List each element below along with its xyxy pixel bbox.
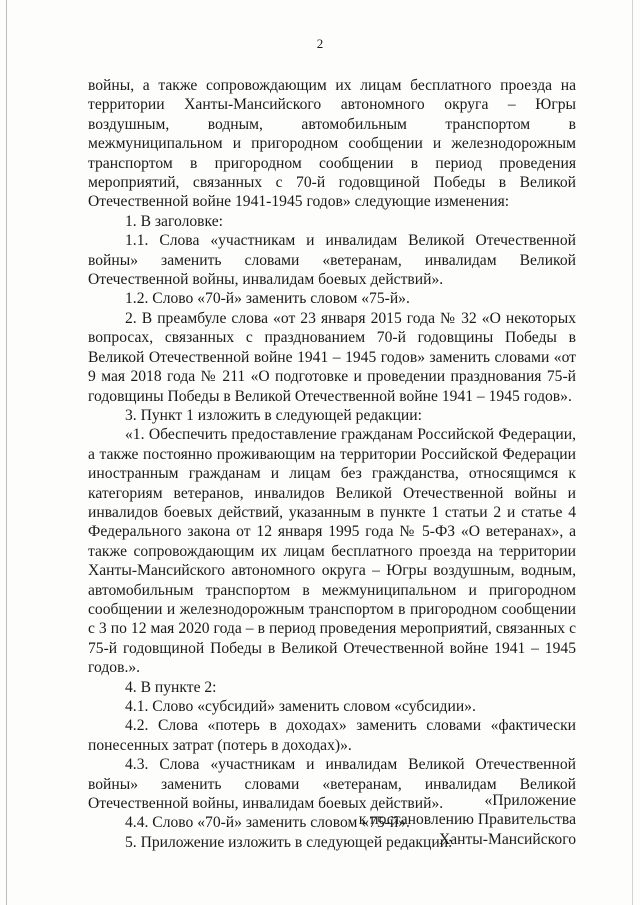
paragraph-item-4: 4. В пункте 2: [125, 678, 217, 696]
paragraph-item-2: 2. В преамбуле слова «от 23 января 2015 года № 32 «О некоторых вопросах, связанных с празднованием 70-й годовщины Победы в Великой Отечественной войне 1941 – 1945 годов» заменить словами «от 9 мая 2018 года № 211 «О подготовке и проведении празднования 75-й годовщины Победы в Великой Отечественной войне 1941 – 1945 годов». [88, 309, 576, 405]
paragraph-item-3-text: «1. Обеспечить предоставление гражданам Российской Федерации, а также постоянно проживающим на территории Российской Федерации иностранным гражданам и лицам без гражданства, относящимся к категориям ветеранов, инвалидов Великой Отечественной войны и инвалидов боевых действий, указанным в пункте 1 статьи 2 и статье 4 Федерального закона от 12 января 1995 года № 5-ФЗ «О ветеранах», а также сопровождающим их лицам бесплатного проезда на территории Ханты-Мансийского автономного округа – Югры воздушным, водным, автомобильным транспортом в межмуниципальном и пригородном сообщении и железнодорожным транспортом в пригородном сообщении с 3 по 12 мая 2020 года – в период проведения мероприятий, связанных с 75-й годовщиной Победы в Великой Отечественной войне 1941 – 1945 годов.». [88, 426, 576, 677]
page-edge-left [6, 0, 7, 905]
paragraph-item-3: 3. Пункт 1 изложить в следующей редакции: [125, 406, 422, 424]
document-body [88, 76, 576, 852]
page-edge-right [632, 0, 633, 905]
paragraph-item-4-4: 4.4. Слово «70-й» заменить словом «75-й». [125, 814, 410, 832]
paragraph-continuation: войны, а также сопровождающим их лицам бесплатного проезда на территории Ханты-Мансийского автономного округа – Югры воздушным, водным, автомобильным транспортом в межмуниципальном и пригородном сообщении и железнодорожным транспортом в пригородном сообщении в период проведения мероприятий, связанных с 70-й годовщиной Победы в Великой Отечественной войне 1941-1945 годов» следующие изменения: [88, 77, 576, 211]
paragraph-item-4-1: 4.1. Слово «субсидий» заменить словом «субсидии». [125, 698, 476, 715]
page-number: 2 [316, 36, 324, 51]
paragraph-item-1-1: 1.1. Слова «участникам и инвалидам Великой Отечественной войны» заменить словами «ветеранам, инвалидам Великой Отечественной войны, инвалидам боевых действий». [88, 232, 576, 289]
paragraph-item-5: 5. Приложение изложить в следующей редакции: [125, 833, 453, 851]
appendix-heading [359, 791, 576, 849]
paragraph-item-4-2: 4.2. Слова «потерь в доходах» заменить словами «фактически понесенных затрат (потерь в доходах)». [88, 717, 576, 754]
paragraph-item-1-2: 1.2. Слово «70-й» заменить словом «75-й». [125, 290, 410, 308]
appendix-heading-line: Ханты-Мансийского [438, 830, 576, 848]
paragraph-item-4-3: 4.3. Слова «участникам и инвалидам Великой Отечественной войны» заменить словами «ветеранам, инвалидам Великой Отечественной войны, инвалидам боевых действий». [88, 756, 576, 813]
appendix-heading-line: «Приложение [484, 792, 576, 809]
paragraph-item-1: 1. В заголовке: [125, 212, 223, 230]
appendix-heading-line: к постановлению Правительства [358, 811, 576, 829]
